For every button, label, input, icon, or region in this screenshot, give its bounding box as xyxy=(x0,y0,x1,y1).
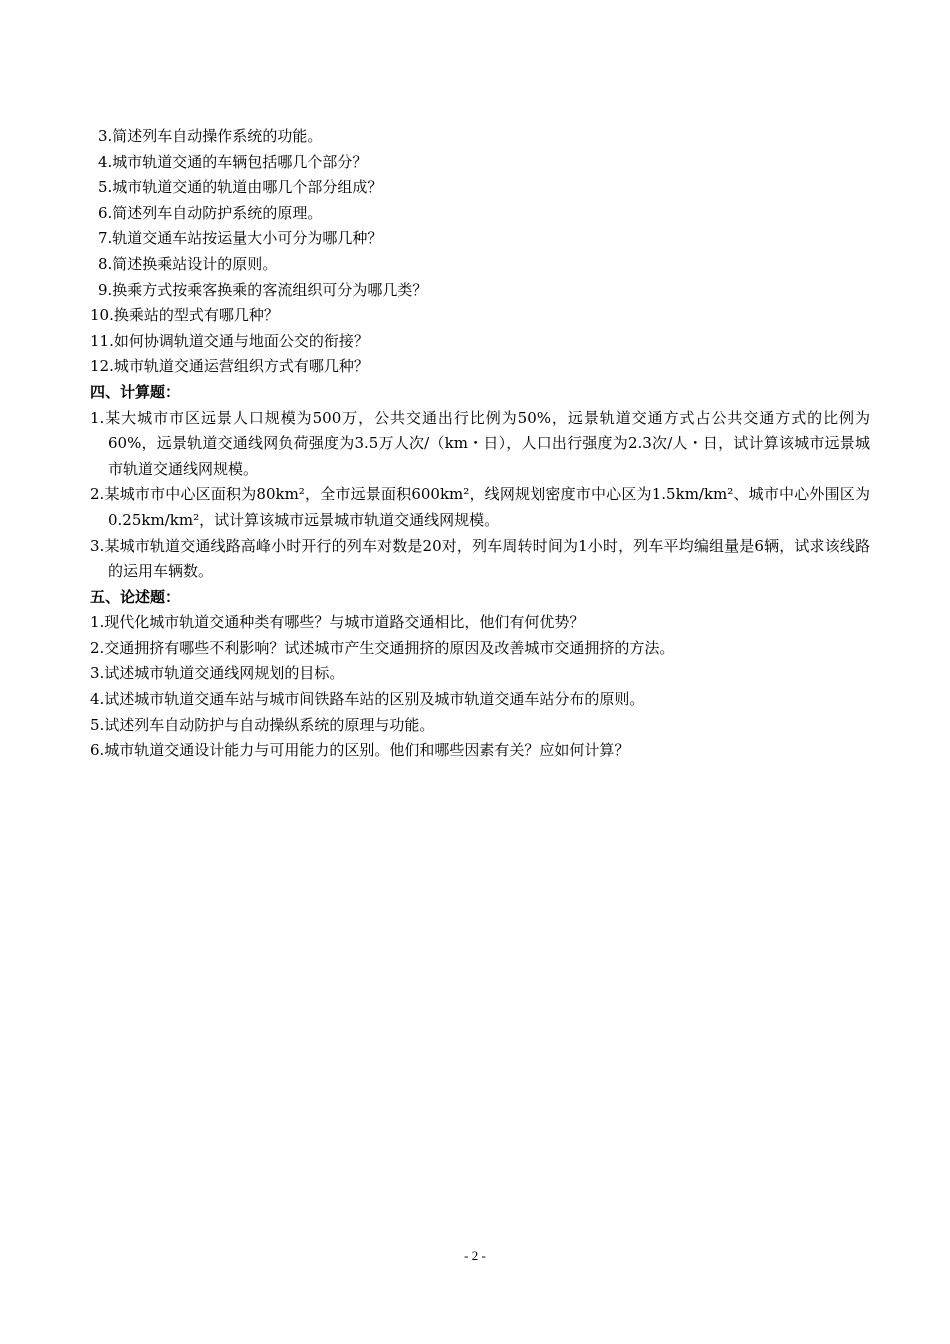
calculation-item: 2.某城市市中心区面积为80km²，全市远景面积600km²，线网规划密度市中心区为1.5km/km²、城市中心外围区为0.25km/km²，试计算该城市远景城市轨道交通线网规模。 xyxy=(90,485,870,529)
question-item: 10.换乘站的型式有哪几种？ xyxy=(90,306,279,325)
essay-item: 5.试述列车自动防护与自动操纵系统的原理与功能。 xyxy=(90,715,435,734)
section-heading-calculation: 四、计算题： xyxy=(90,382,181,401)
calculation-item: 3.某城市轨道交通线路高峰小时开行的列车对数是20对，列车周转时间为1小时，列车平均编组量是6辆，试求该线路的运用车辆数。 xyxy=(90,536,870,581)
question-item: 11.如何协调轨道交通与地面公交的衔接？ xyxy=(90,331,369,350)
essay-list xyxy=(90,610,870,764)
question-item: 3.简述列车自动操作系统的功能。 xyxy=(98,127,323,145)
essay-item: 1.现代化城市轨道交通种类有哪些？与城市道路交通相比，他们有何优势？ xyxy=(90,613,585,632)
question-item: 12.城市轨道交通运营组织方式有哪几种？ xyxy=(90,357,369,376)
calculation-list xyxy=(90,406,870,585)
page-content xyxy=(90,124,870,764)
question-item: 8.简述换乘站设计的原则。 xyxy=(98,254,278,273)
question-item: 4.城市轨道交通的车辆包括哪几个部分？ xyxy=(98,152,368,171)
question-item: 5.城市轨道交通的轨道由哪几个部分组成？ xyxy=(98,178,383,197)
section-heading-essay: 五、论述题： xyxy=(90,587,181,606)
essay-item: 6.城市轨道交通设计能力与可用能力的区别。他们和哪些因素有关？应如何计算？ xyxy=(90,741,630,760)
question-item: 9.换乘方式按乘客换乘的客流组织可分为哪几类？ xyxy=(98,280,428,299)
page-number: - 2 - xyxy=(464,1248,486,1263)
short-answer-list xyxy=(90,124,870,380)
essay-item: 3.试述城市轨道交通线网规划的目标。 xyxy=(90,664,345,683)
question-item: 6.简述列车自动防护系统的原理。 xyxy=(98,203,323,222)
question-item: 7.轨道交通车站按运量大小可分为哪几种？ xyxy=(98,229,383,248)
essay-item: 4.试述城市轨道交通车站与城市间铁路车站的区别及城市轨道交通车站分布的原则。 xyxy=(90,690,645,709)
calculation-item: 1.某大城市市区远景人口规模为500万，公共交通出行比例为50%，远景轨道交通方式占公共交通方式的比例为60%，远景轨道交通线网负荷强度为3.5万人次/（km・日），人口出行强度为2.3次/人・日，试计算该城市远景城市轨道交通线网规模。 xyxy=(90,408,870,478)
essay-item: 2.交通拥挤有哪些不利影响？试述城市产生交通拥挤的原因及改善城市交通拥挤的方法。 xyxy=(90,638,675,657)
